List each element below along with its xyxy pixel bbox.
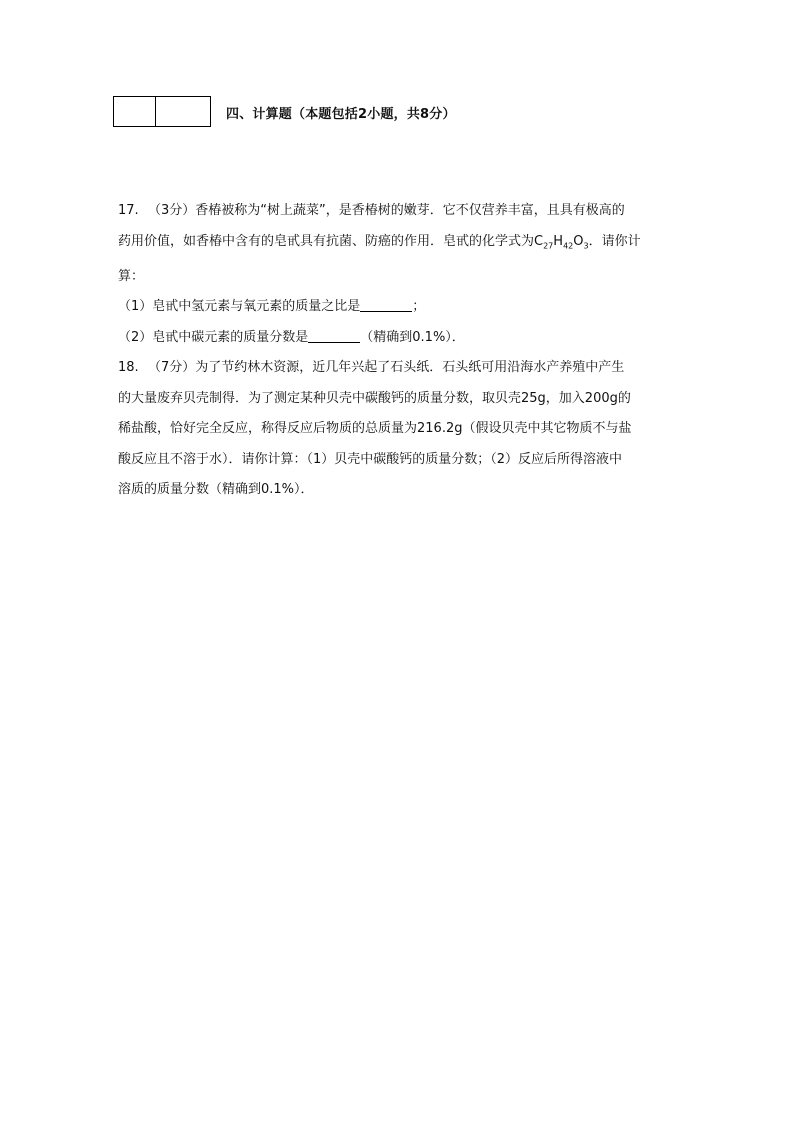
q18-line5: 溶质的质量分数（精确到0.1%）． (118, 482, 314, 498)
q17-sub2: （2）皂甙中碳元素的质量分数是 （精确到0.1%）． (118, 329, 465, 345)
section-title: 四、计算题（本题包括2小题，共8分） (226, 107, 456, 122)
q18-line3: 稀盐酸，恰好完全反应，称得反应后物质的总质量为216.2g（假设贝壳中其它物质不与盐 (118, 421, 632, 437)
answer-blank-2[interactable] (308, 328, 360, 343)
q18-line4: 酸反应且不溶于水）．请你计算：（1）贝壳中碳酸钙的质量分数；（2）反应后所得溶液中 (118, 451, 623, 467)
q17-sub1: （1）皂甙中氢元素与氧元素的质量之比是 ； (118, 299, 426, 315)
q17-line1: 17. （3分）香椿被称为“树上蔬菜”，是香椿树的嫩芽．它不仅营养丰富，且具有极高的 (118, 196, 678, 227)
q17-number: 17. (118, 203, 139, 218)
answer-blank-1[interactable] (360, 297, 412, 312)
question-content (118, 196, 678, 506)
q17-line3: 算： (118, 268, 145, 284)
q17-line2: 药用价值，如香椿中含有的皂甙具有抗菌、防癌的作用．皂甙的化学式为$C_{27}H_{42}O_3$．请你计 (118, 233, 641, 251)
score-table (113, 96, 211, 127)
q18-number: 18. (118, 360, 139, 376)
score-cell-score (114, 97, 156, 126)
q18-line2: 的大量废弃贝壳制得．为了测定某种贝壳中碳酸钙的质量分数，取贝壳25g，加入200g的 (118, 390, 631, 406)
q18-line1: 18. （7分）为了节约林木资源，近几年兴起了石头纸．石头纸可用沿海水产养殖中产生 (118, 353, 678, 384)
score-cell-grader (156, 97, 210, 126)
chemical-formula: $C_{27}H_{42}O_3$ (534, 233, 589, 251)
